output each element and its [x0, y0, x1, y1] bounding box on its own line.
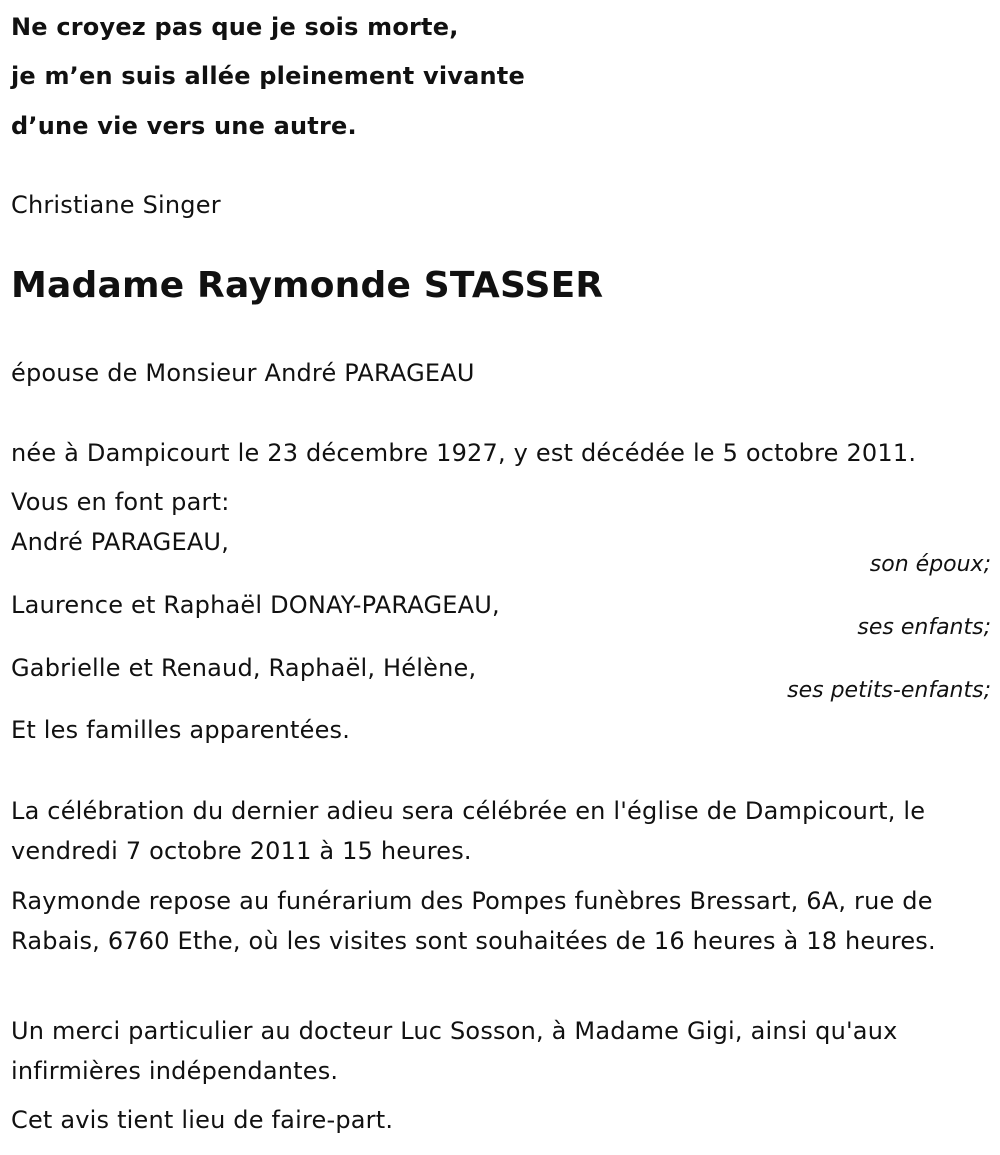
visitation-details: Raymonde repose au funérarium des Pompes funèbres Bressart, 6A, rue de Rabais, 6760 Ethe, où les visites sont souhaitées de 16 heures à 18 heures.	[11, 887, 936, 955]
obituary-notice	[11, 0, 991, 1155]
family-relation-grandchildren: ses petits-enfants;	[787, 678, 991, 703]
family-relation-spouse: son époux;	[869, 552, 991, 577]
family-names-children: Laurence et Raphaël DONAY-PARAGEAU,	[11, 591, 500, 619]
quote-line-2: je m’en suis allée pleinement vivante	[11, 62, 525, 90]
extended-family: Et les familles apparentées.	[11, 716, 351, 744]
spouse-line: épouse de Monsieur André PARAGEAU	[11, 359, 475, 387]
ceremony-details: La célébration du dernier adieu sera célébrée en l'église de Dampicourt, le vendredi 7 octobre 2011 à 15 heures.	[11, 797, 926, 865]
family-names-grandchildren: Gabrielle et Renaud, Raphaël, Hélène,	[11, 654, 477, 682]
family-names-spouse: André PARAGEAU,	[11, 528, 230, 556]
quote-author: Christiane Singer	[11, 191, 221, 219]
family-relation-children: ses enfants;	[857, 615, 991, 640]
quote-line-3: d’une vie vers une autre.	[11, 112, 357, 140]
birth-death-dates: née à Dampicourt le 23 décembre 1927, y est décédée le 5 octobre 2011.	[11, 439, 917, 467]
thanks-message: Un merci particulier au docteur Luc Sosson, à Madame Gigi, ainsi qu'aux infirmières indépendantes.	[11, 1017, 898, 1085]
closing-note: Cet avis tient lieu de faire-part.	[11, 1106, 394, 1134]
quote-line-1: Ne croyez pas que je sois morte,	[11, 13, 459, 41]
deceased-name: Madame Raymonde STASSER	[11, 265, 604, 306]
announcement-intro: Vous en font part:	[11, 488, 230, 516]
